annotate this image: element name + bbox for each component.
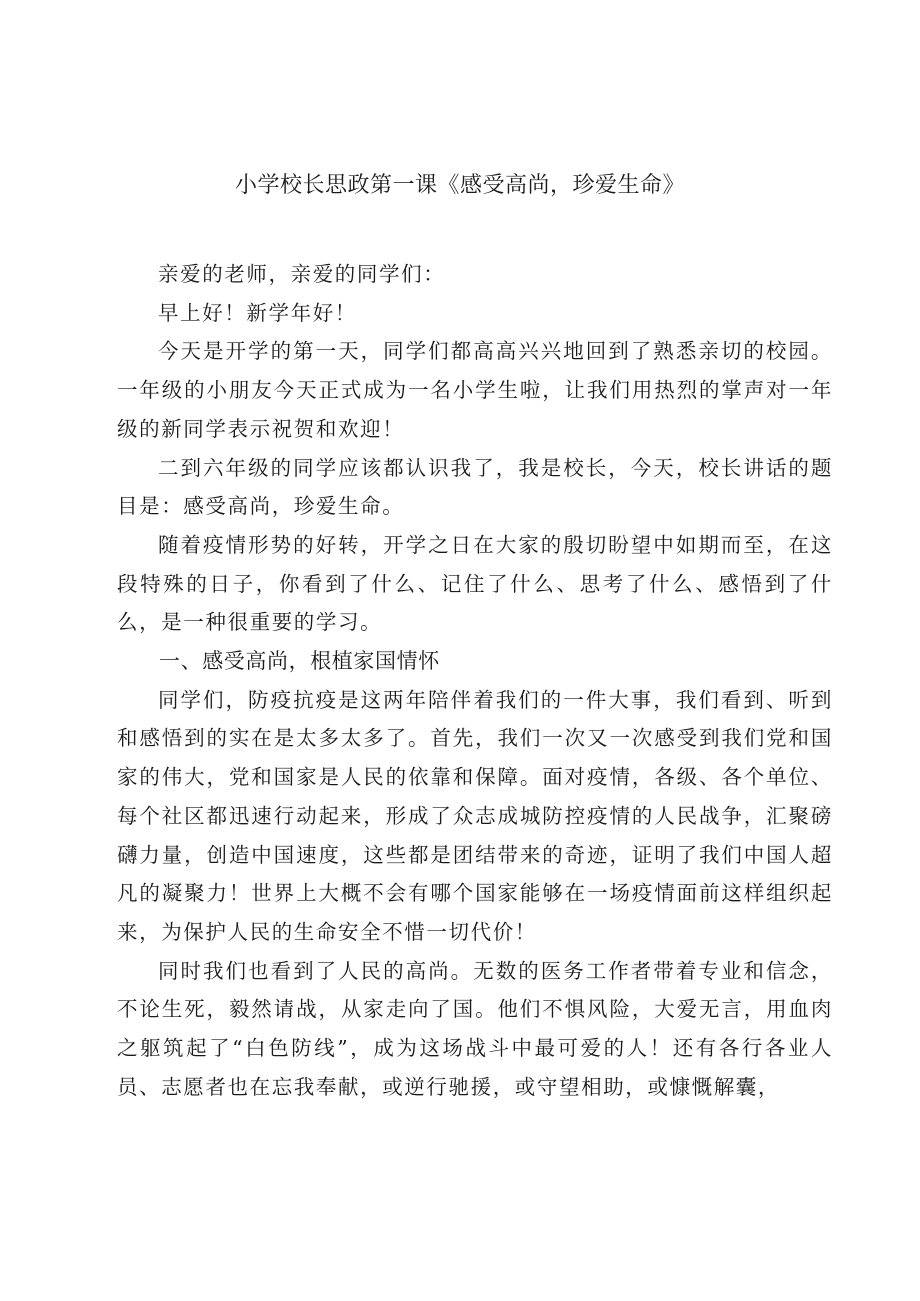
body-paragraph: 今天是开学的第一天，同学们都高高兴兴地回到了熟悉亲切的校园。一年级的小朋友今天正式成为一名小学生啦，让我们用热烈的掌声对一年级的新同学表示祝贺和欢迎！ <box>117 339 833 441</box>
body-paragraph: 随着疫情形势的好转，开学之日在大家的殷切盼望中如期而至，在这段特殊的日子，你看到了什么、记住了什么、思考了什么、感悟到了什么，是一种很重要的学习。 <box>117 532 833 635</box>
body-paragraph: 同时我们也看到了人民的高尚。无数的医务工作者带着专业和信念，不论生死，毅然请战，从家走向了国。他们不惧风险，大爱无言，用血肉之躯筑起了“白色防线”，成为这场战斗中最可爱的人！还有各行各业人员、志愿者也在忘我奉献，或逆行驰援，或守望相助，或慷慨解囊， <box>117 958 833 1099</box>
document-body <box>117 255 833 1106</box>
body-paragraph: 二到六年级的同学应该都认识我了，我是校长，今天，校长讲话的题目是：感受高尚，珍爱生命。 <box>117 455 833 519</box>
document-title: 小学校长思政第一课《感受高尚，珍爱生命》 <box>234 173 685 198</box>
section-heading: 一、感受高尚，根植家国情怀 <box>159 649 440 674</box>
salutation-paragraph: 早上好！新学年好！ <box>158 300 357 325</box>
greeting-paragraph: 亲爱的老师，亲爱的同学们： <box>158 262 446 286</box>
body-paragraph: 同学们，防疫抗疫是这两年陪伴着我们的一件大事，我们看到、听到和感悟到的实在是太多太多了。首先，我们一次又一次感受到我们党和国家的伟大，党和国家是人民的依靠和保障。面对疫情，各级、各个单位、每个社区都迅速行动起来，形成了众志成城防控疫情的人民战争，汇聚磅礴力量，创造中国速度，这些都是团结带来的奇迹，证明了我们中国人超凡的凝聚力！世界上大概不会有哪个国家能够在一场疫情面前这样组织起来，为保护人民的生命安全不惜一切代价！ <box>117 687 833 944</box>
